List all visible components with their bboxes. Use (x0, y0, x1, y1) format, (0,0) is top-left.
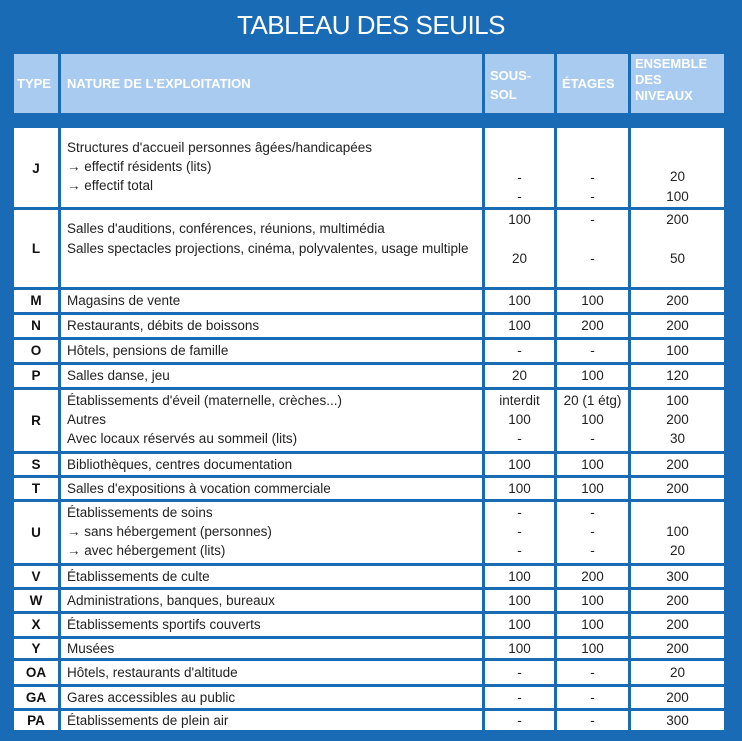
ensemble-cell (631, 210, 724, 287)
type-cell: GA (25, 689, 47, 705)
sous-sol-cell (485, 590, 554, 611)
table-row (14, 661, 724, 684)
nature-cell-line: Musées (67, 641, 115, 656)
table-row (14, 639, 724, 658)
sous-sol-cell-line: - (517, 189, 522, 204)
nature-cell-line: Structures d'accueil personnes âgées/handicapées (67, 140, 373, 155)
nature-cell-line: → effectif résidents (lits) (67, 159, 212, 174)
type-cell: O (30, 343, 42, 359)
sous-sol-cell-line: - (517, 543, 522, 558)
nature-cell (61, 340, 482, 362)
etages-cell (557, 661, 628, 684)
sous-sol-cell-line: 100 (508, 212, 531, 227)
sous-sol-cell-line: 100 (508, 569, 531, 584)
ensemble-cell-line: 30 (669, 431, 686, 446)
sous-sol-cell (485, 390, 554, 451)
table-row (14, 711, 724, 730)
type-cell: PA (27, 712, 45, 728)
sous-sol-cell-line: 100 (508, 617, 531, 632)
etages-cell-line: - (590, 251, 595, 266)
etages-cell-line: 100 (581, 617, 604, 632)
sous-sol-cell-line: - (517, 431, 522, 446)
ensemble-cell (631, 614, 724, 636)
sous-sol-cell (485, 290, 554, 312)
nature-cell (61, 566, 482, 587)
nature-cell (61, 210, 482, 287)
sous-sol-cell (485, 661, 554, 684)
table-row (14, 290, 724, 312)
column-divider (628, 128, 631, 730)
etages-cell (557, 340, 628, 362)
header-type (14, 54, 58, 113)
nature-cell-line: Bibliothèques, centres documentation (67, 457, 293, 472)
header-sous-sol (485, 54, 554, 113)
sous-sol-cell-line: 100 (508, 293, 531, 308)
column-divider (554, 128, 557, 730)
ensemble-cell-line: 100 (666, 189, 689, 204)
header-ensemble-line: ENSEMBLE (635, 56, 708, 71)
sous-sol-cell-line: - (517, 505, 522, 520)
ensemble-cell-line: 300 (666, 569, 689, 584)
type-cell: V (31, 568, 41, 584)
etages-cell (557, 210, 628, 287)
nature-cell (61, 365, 482, 387)
nature-cell-line: Hôtels, pensions de famille (67, 343, 229, 358)
etages-cell (557, 131, 628, 207)
table-row (14, 390, 724, 451)
ensemble-cell-line: 200 (666, 412, 689, 427)
nature-cell (61, 661, 482, 684)
header-nature-label: NATURE DE L'EXPLOITATION (67, 76, 251, 91)
nature-cell (61, 315, 482, 337)
etages-cell-line: - (590, 343, 595, 358)
etages-cell-line: - (590, 524, 595, 539)
sous-sol-cell-line: 20 (511, 368, 528, 383)
etages-cell-line: - (590, 690, 595, 705)
ensemble-cell (631, 687, 724, 708)
table-row (14, 315, 724, 337)
nature-cell-line: Salles spectacles projections, cinéma, polyvalentes, usage multiple (67, 241, 469, 256)
sous-sol-cell-line: - (517, 170, 522, 185)
ensemble-cell-line: 200 (666, 293, 689, 308)
etages-cell-line: 200 (581, 569, 604, 584)
sous-sol-cell (485, 566, 554, 587)
table-row (14, 454, 724, 475)
nature-cell (61, 454, 482, 475)
sous-sol-cell (485, 502, 554, 563)
header-ensemble-line: NIVEAUX (635, 88, 693, 103)
nature-cell (61, 390, 482, 451)
ensemble-cell-line: 200 (666, 481, 689, 496)
sous-sol-cell (485, 210, 554, 287)
table-row (14, 502, 724, 563)
ensemble-cell-line: 20 (669, 543, 686, 558)
etages-cell-line: 100 (581, 593, 604, 608)
etages-cell-line: - (590, 665, 595, 680)
nature-cell (61, 711, 482, 730)
nature-cell-line: Salles danse, jeu (67, 368, 170, 383)
etages-cell (557, 390, 628, 451)
type-cell: J (32, 161, 40, 177)
nature-cell-line: Magasins de vente (67, 293, 181, 308)
ensemble-cell-line: 200 (666, 641, 689, 656)
ensemble-cell-line: 200 (666, 212, 689, 227)
table-row (14, 365, 724, 387)
column-divider (482, 128, 485, 730)
ensemble-cell-line: 20 (669, 665, 686, 680)
nature-cell (61, 131, 482, 207)
header-sous-sol-line: SOL (490, 87, 517, 102)
etages-cell (557, 639, 628, 658)
ensemble-cell-line: 50 (669, 251, 686, 266)
ensemble-cell (631, 661, 724, 684)
ensemble-cell-line: 100 (666, 343, 689, 358)
table-row (14, 687, 724, 708)
ensemble-cell-line: 300 (666, 713, 689, 728)
sous-sol-cell-line: interdit (499, 393, 540, 408)
etages-cell-line: 20 (1 étg) (563, 393, 622, 408)
type-cell: N (31, 318, 41, 334)
header-etages (557, 54, 628, 113)
nature-cell-line: → sans hébergement (personnes) (67, 524, 272, 539)
ensemble-cell-line: 200 (666, 690, 689, 705)
table-row (14, 340, 724, 362)
table-row (14, 131, 724, 207)
nature-cell-line: Gares accessibles au public (67, 690, 236, 705)
nature-cell-line: Restaurants, débits de boissons (67, 318, 260, 333)
sous-sol-cell-line: 100 (508, 412, 531, 427)
sous-sol-cell (485, 639, 554, 658)
header-sous-sol-line: SOUS- (490, 68, 532, 83)
type-cell: W (29, 592, 43, 608)
etages-cell (557, 478, 628, 499)
nature-cell (61, 639, 482, 658)
ensemble-cell-line: 100 (666, 393, 689, 408)
ensemble-cell-line: 20 (669, 169, 686, 184)
table-row (14, 614, 724, 636)
type-cell: P (31, 368, 41, 384)
type-cell: S (31, 456, 41, 472)
nature-cell (61, 290, 482, 312)
sous-sol-cell (485, 365, 554, 387)
etages-cell (557, 365, 628, 387)
nature-cell-line: Autres (67, 412, 107, 427)
nature-cell-line: Établissements de plein air (67, 713, 229, 728)
etages-cell (557, 502, 628, 563)
ensemble-cell (631, 478, 724, 499)
nature-cell-line: Administrations, banques, bureaux (67, 593, 275, 608)
sous-sol-cell-line: - (517, 343, 522, 358)
header-type-label: TYPE (17, 76, 51, 91)
etages-cell-line: - (590, 505, 595, 520)
etages-cell-line: 100 (581, 457, 604, 472)
sous-sol-cell-line: 100 (508, 481, 531, 496)
type-cell: R (31, 412, 41, 428)
header-ensemble-line: DES (635, 72, 662, 87)
etages-cell-line: - (590, 431, 595, 446)
type-cell: M (30, 293, 42, 309)
sous-sol-cell (485, 131, 554, 207)
nature-cell (61, 614, 482, 636)
etages-cell-line: 100 (581, 293, 604, 308)
sous-sol-cell-line: - (517, 690, 522, 705)
sous-sol-cell-line: 20 (511, 251, 528, 266)
etages-cell (557, 590, 628, 611)
type-cell: L (31, 240, 41, 256)
sous-sol-cell (485, 478, 554, 499)
ensemble-cell (631, 590, 724, 611)
nature-cell (61, 502, 482, 563)
etages-cell-line: - (590, 170, 595, 185)
etages-cell (557, 454, 628, 475)
etages-cell-line: - (590, 212, 595, 227)
table-row (14, 478, 724, 499)
sous-sol-cell (485, 340, 554, 362)
page-title: TABLEAU DES SEUILS (237, 10, 505, 40)
type-cell: Y (31, 640, 41, 656)
header-ensemble (631, 54, 724, 113)
sous-sol-cell-line: 100 (508, 318, 531, 333)
etages-cell-line: - (590, 189, 595, 204)
table-row (14, 210, 724, 287)
etages-cell (557, 315, 628, 337)
nature-cell (61, 478, 482, 499)
sous-sol-cell-line: 100 (508, 457, 531, 472)
ensemble-cell (631, 566, 724, 587)
ensemble-cell (631, 340, 724, 362)
column-divider (58, 128, 61, 730)
ensemble-cell (631, 454, 724, 475)
ensemble-cell (631, 131, 724, 207)
nature-cell-line: Établissements d'éveil (maternelle, crèches...) (67, 393, 342, 408)
ensemble-cell (631, 390, 724, 451)
ensemble-cell (631, 290, 724, 312)
etages-cell-line: 100 (581, 481, 604, 496)
sous-sol-cell (485, 711, 554, 730)
ensemble-cell (631, 711, 724, 730)
sous-sol-cell (485, 454, 554, 475)
header-etages-label: ÉTAGES (562, 76, 615, 91)
etages-cell-line: 100 (581, 412, 604, 427)
ensemble-cell-line: 200 (666, 617, 689, 632)
type-cell: U (31, 524, 41, 540)
table-row (14, 566, 724, 587)
sous-sol-cell-line: 100 (508, 593, 531, 608)
sous-sol-cell (485, 614, 554, 636)
nature-cell-line: Hôtels, restaurants d'altitude (67, 665, 238, 680)
table-row (14, 590, 724, 611)
nature-cell-line: Avec locaux réservés au sommeil (lits) (67, 431, 298, 446)
sous-sol-cell-line: - (517, 524, 522, 539)
etages-cell-line: 200 (581, 318, 604, 333)
etages-cell-line: 100 (581, 641, 604, 656)
etages-cell (557, 711, 628, 730)
etages-cell (557, 687, 628, 708)
etages-cell (557, 614, 628, 636)
ensemble-cell (631, 365, 724, 387)
etages-cell-line: 100 (581, 368, 604, 383)
nature-cell-line: Établissements sportifs couverts (67, 617, 261, 632)
ensemble-cell-line: 100 (666, 524, 689, 539)
nature-cell-line: → effectif total (67, 178, 154, 193)
nature-cell-line: Établissements de soins (67, 505, 213, 520)
sous-sol-cell-line: - (517, 665, 522, 680)
type-cell: OA (25, 664, 47, 680)
nature-cell (61, 687, 482, 708)
nature-cell-line: Salles d'auditions, conférences, réunions, multimédia (67, 221, 385, 236)
etages-cell-line: - (590, 543, 595, 558)
sous-sol-cell (485, 687, 554, 708)
ensemble-cell-line: 120 (666, 368, 689, 383)
ensemble-cell (631, 502, 724, 563)
ensemble-cell-line: 200 (666, 457, 689, 472)
nature-cell (61, 590, 482, 611)
ensemble-cell-line: 200 (666, 318, 689, 333)
etages-cell (557, 290, 628, 312)
sous-sol-cell (485, 315, 554, 337)
nature-cell-line: Salles d'expositions à vocation commerciale (67, 481, 331, 496)
ensemble-cell (631, 639, 724, 658)
sous-sol-cell-line: - (517, 713, 522, 728)
ensemble-cell (631, 315, 724, 337)
ensemble-cell-line: 200 (666, 593, 689, 608)
type-cell: T (31, 480, 41, 496)
etages-cell-line: - (590, 713, 595, 728)
nature-cell-line: Établissements de culte (67, 569, 210, 584)
header-nature (61, 54, 482, 113)
sous-sol-cell-line: 100 (508, 641, 531, 656)
etages-cell (557, 566, 628, 587)
type-cell: X (31, 617, 41, 633)
nature-cell-line: → avec hébergement (lits) (67, 543, 226, 558)
